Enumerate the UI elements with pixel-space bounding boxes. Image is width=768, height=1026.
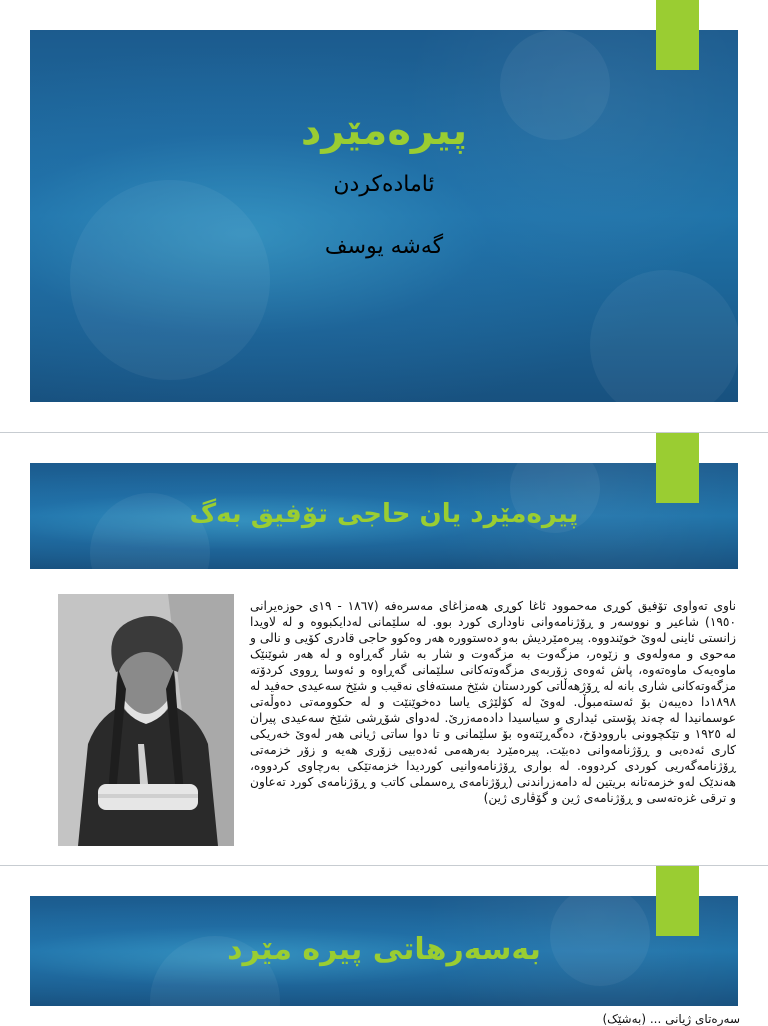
accent-bar — [656, 433, 699, 503]
author-name: گەشە یوسف — [324, 234, 444, 259]
accent-bar — [656, 866, 699, 936]
cutoff-paragraph: سەرەتای ژیانی ... (بەشێک) — [602, 1012, 740, 1026]
slide-title: پیرەمێرد — [300, 108, 468, 154]
section-title: پیرەمێرد یان حاجی تۆفیق بەگ — [189, 499, 579, 529]
prepared-by-label: ئامادەکردن — [333, 172, 435, 197]
decorative-bubble — [590, 270, 738, 402]
portrait-illustration — [58, 594, 234, 846]
decorative-bubble — [70, 180, 270, 380]
accent-bar — [656, 0, 699, 70]
slide-divider — [0, 432, 768, 433]
biography-paragraph: ناوی تەواوی تۆفیق کوڕی مەحموود ئاغا کوڕی هەمزاغای مەسرەفە (١٨٦٧ - ١٩ی حوزەیرانی ١٩٥٠) شاعیر و نووسەر و ڕۆژنامەوانی ناوداری کورد بوو. لە سلێمانی لەدایکبووە و لە لاویدا زانستی ئاینی لەوێ خوێندووە. پیرەمێردیش بەو دەستوورە هەر وەکوو حاجی قادری کۆیی و نالی و مەحوی و مەولەوی و زێوەر، مزگەوت بە مزگەوت و شار بە شار گەڕاوە و لە هەر شوێنێک ماوەیەک ماوەتەوە، پاش ئەوەی زۆربەی مزگەوتەکانی سلێمانی گەڕاوە و ئەوسا ڕووی کردۆتە مزگەوتەکانی شاری بانە لە ڕۆژهەڵاتی کوردستان شێخ مستەفای نەقیب و شێخ سەعیدی حەفید لە ١٨٩٨دا دەیبەن بۆ ئەستەمبوڵ. لەوێ لە کۆلێژی یاسا دەخوێنێت و لە حکوومەتی دەوڵەتی عوسمانیدا لە چەند پۆستی ئیداری و سیاسیدا دادەمەزرێ. لەدوای شۆڕشی شێخ سەعیدی پیران لە ١٩٢٥ و تێکچوونی باروودۆخ، دەگەڕێتەوە بۆ سلێمانی و تا دوا ساتی ژیانی هەر لەوێ خەریکی کاری ئەدەبی و ڕۆژنامەوانی دەبێت. پیرەمێرد بەرهەمی ئەدەبیی زۆری هەیە و زۆر خزمەتی ڕۆژنامەگەریی کوردی کردووە. لە بواری ڕۆژنامەوانیی کوردیدا خزمەتێکی بەرچاوی کردووە، هەندێک لەو خزمەتانە بریتین لە دامەزراندنی (ڕۆژنامەی ڕەسملی کاتب و ڕۆژنامەی کورد تەعاون و ترقی غزەتەسی و ڕۆژنامەی ژین و گۆڤاری ژین) — [250, 599, 736, 805]
section-banner — [30, 463, 738, 569]
title-slide — [30, 30, 738, 402]
portrait-photo — [58, 594, 234, 846]
slide-divider — [0, 865, 768, 866]
section-banner — [30, 896, 738, 1006]
section-title: بەسەرهاتی پیرە مێرد — [227, 932, 541, 967]
